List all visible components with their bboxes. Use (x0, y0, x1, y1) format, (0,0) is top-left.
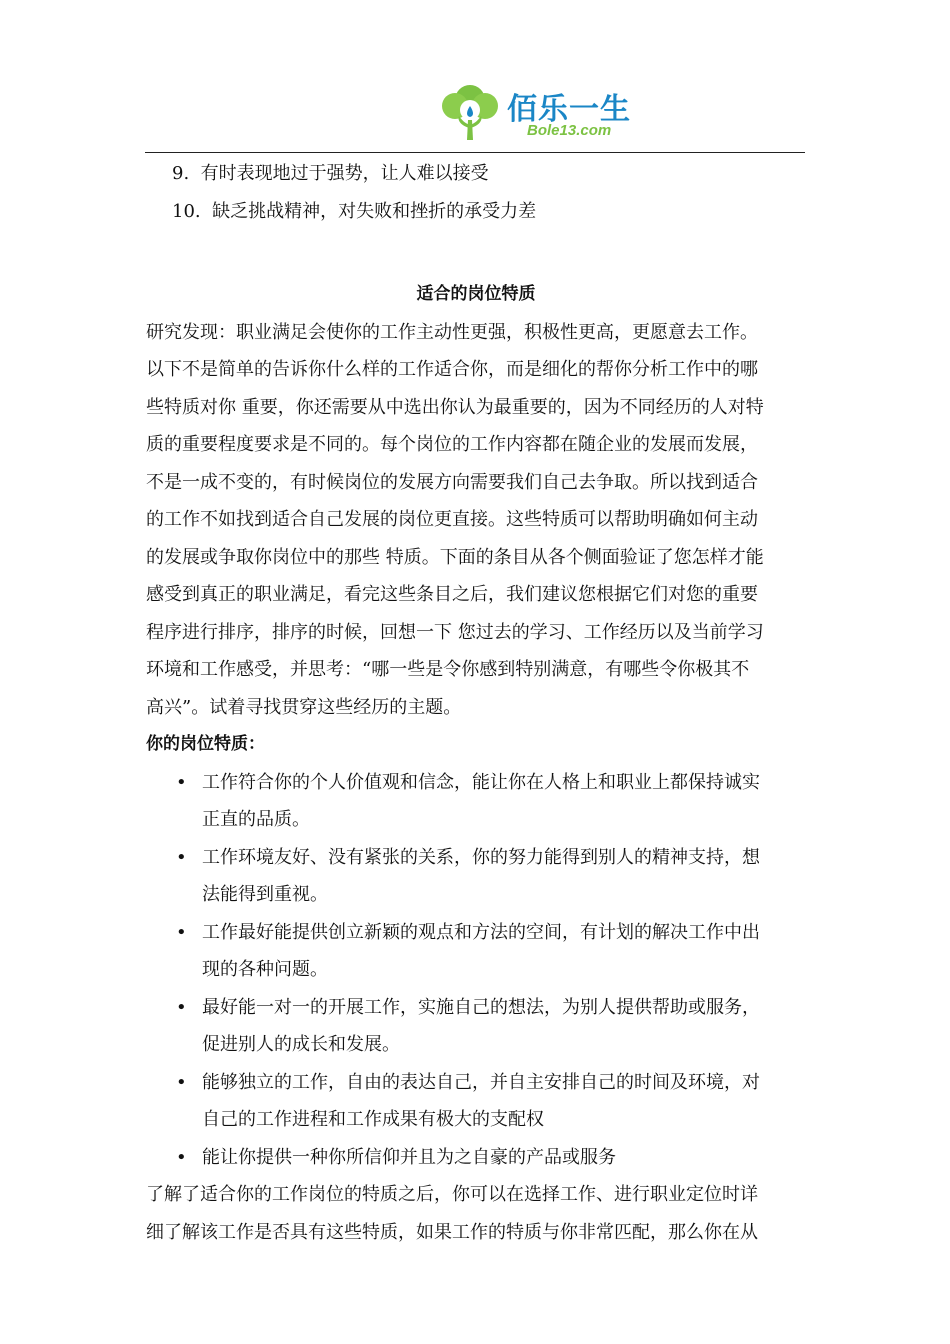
bullet-item (146, 1139, 806, 1177)
logo-domain: Bole13.com (527, 122, 612, 139)
numbered-item (146, 193, 806, 231)
bullet-item (146, 989, 806, 1064)
numbered-item (146, 155, 806, 193)
item-text: 缺乏挑战精神，对失败和挫折的承受力差 (212, 200, 537, 222)
bullet-item (146, 914, 806, 989)
bullet-text: 能够独立的工作，自由的表达自己，并自主安排自己的时间及环境，对 (202, 1071, 760, 1093)
bullet-text: 能让你提供一种你所信仰并且为之自豪的产品或服务 (202, 1146, 616, 1168)
item-text: 有时表现地过于强势，让人难以接受 (200, 163, 489, 184)
item-number: 10. (172, 200, 201, 222)
bullet-text: 法能得到重视。 (202, 884, 328, 905)
paragraph-line: 不是一成不变的，有时候岗位的发展方向需要我们自己去争取。所以找到适合 (146, 471, 758, 493)
paragraph-line: 些特质对你 重要，你还需要从中选出你认为最重要的，因为不同经历的人对特 (146, 396, 764, 418)
bullet-text: 工作最好能提供创立新颖的观点和方法的空间，有计划的解决工作中出 (202, 921, 760, 943)
bullet-text: 正直的品质。 (202, 809, 310, 830)
bullet-text: 工作环境友好、没有紧张的关系，你的努力能得到别人的精神支持，想 (202, 846, 760, 868)
logo-chinese-name: 佰乐一生 (507, 92, 631, 127)
bullet-text: 最好能一对一的开展工作，实施自己的想法，为别人提供帮助或服务， (202, 996, 760, 1018)
header-rule (145, 152, 805, 153)
document-body (146, 155, 806, 1251)
bullet-icon: • (176, 771, 187, 793)
item-number: 9. (172, 163, 190, 184)
paragraph-line: 环境和工作感受，并思考：“哪一些是令你感到特别满意，有哪些令你极其不 (146, 659, 750, 680)
bullet-icon: • (176, 996, 187, 1018)
subheading: 你的岗位特质： (146, 734, 265, 754)
bole13-logo (435, 76, 645, 146)
tree-logo-icon (435, 76, 505, 146)
paragraph-line: 了解了适合你的工作岗位的特质之后，你可以在选择工作、进行职业定位时详 (146, 1184, 758, 1205)
paragraph-line: 感受到真正的职业满足，看完这些条目之后，我们建议您根据它们对您的重要 (146, 584, 758, 605)
bullet-text: 现的各种问题。 (202, 959, 328, 980)
paragraph-line: 质的重要程度要求是不同的。每个岗位的工作内容都在随企业的发展而发展， (146, 434, 758, 455)
bullet-icon: • (176, 1071, 187, 1093)
bullet-list (146, 764, 806, 1177)
bullet-text: 促进别人的成长和发展。 (202, 1034, 400, 1055)
paragraph-line: 研究发现：职业满足会使你的工作主动性更强，积极性更高，更愿意去工作。 (146, 321, 758, 343)
bullet-item (146, 1064, 806, 1139)
paragraph-line: 的工作不如找到适合自己发展的岗位更直接。这些特质可以帮助明确如何主动 (146, 509, 758, 530)
closing-paragraph (146, 1176, 806, 1251)
page-header (145, 0, 805, 153)
bullet-icon: • (176, 846, 187, 868)
section-title: 适合的岗位特质 (416, 284, 536, 304)
paragraph-line: 的发展或争取你岗位中的那些 特质。下面的条目从各个侧面验证了您怎样才能 (146, 546, 764, 568)
paragraph-line: 程序进行排序，排序的时候，回想一下 您过去的学习、工作经历以及当前学习 (146, 621, 764, 643)
paragraph-line: 细了解该工作是否具有这些特质，如果工作的特质与你非常匹配，那么你在从 (146, 1221, 758, 1243)
bullet-item (146, 839, 806, 914)
paragraph-line: 高兴”。试着寻找贯穿这些经历的主题。 (146, 696, 462, 718)
bullet-icon: • (176, 1146, 187, 1168)
paragraph-line: 以下不是简单的告诉你什么样的工作适合你，而是细化的帮你分析工作中的哪 (146, 359, 758, 380)
bullet-text: 自己的工作进程和工作成果有极大的支配权 (202, 1109, 544, 1130)
bullet-text: 工作符合你的个人价值观和信念，能让你在人格上和职业上都保持诚实 (202, 771, 760, 793)
intro-paragraph (146, 314, 806, 727)
bullet-icon: • (176, 921, 187, 943)
bullet-item (146, 764, 806, 839)
